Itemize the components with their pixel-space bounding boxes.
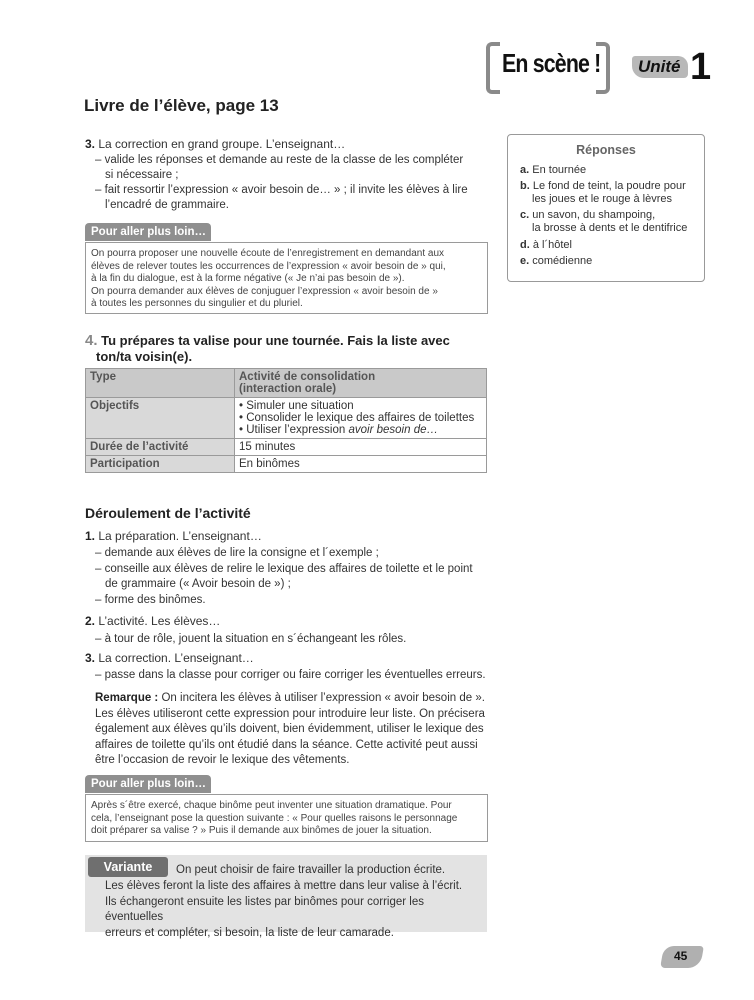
- box-line: à la fin du dialogue, est à la forme négative (« Je n’ai pas besoin de »).: [91, 273, 405, 284]
- variante-line: Les élèves feront la liste des affaires à mettre dans leur valise à l’écrit.: [105, 880, 463, 892]
- aller-plus-loin-box: [85, 794, 488, 842]
- variante-first-line: On peut choisir de faire travailler la production écrite.: [176, 864, 446, 876]
- table-row: [86, 398, 487, 439]
- scene-title-banner: [486, 42, 610, 88]
- step1-lines: [95, 546, 495, 608]
- step-line: – passe dans la classe pour corriger ou faire corriger les éventuelles erreurs.: [95, 669, 486, 681]
- objectifs-label: Objectifs: [86, 398, 235, 439]
- step2-heading: 2. L’activité. Les élèves…: [85, 614, 221, 628]
- bullet-line: – fait ressortir l’expression « avoir besoin de… » ; il invite les élèves à lire: [95, 184, 468, 196]
- step3-lines: [95, 668, 495, 683]
- participation-label: Participation: [86, 456, 235, 473]
- table-row: [86, 439, 487, 456]
- unit-badge: [632, 46, 712, 88]
- bullet-line: si nécessaire ;: [105, 169, 179, 181]
- section4-heading: [85, 333, 485, 365]
- unit-label: Unité: [638, 57, 681, 76]
- step3-heading: 3. La correction. L’enseignant…: [85, 651, 254, 665]
- answers-title: Réponses: [576, 143, 636, 157]
- step-line: – conseille aux élèves de relire le lexique des affaires de toilette et le point: [95, 562, 473, 575]
- deroulement-title: Déroulement de l’activité: [85, 505, 251, 521]
- bullet-line: – valide les réponses et demande au reste de la classe de les compléter: [95, 154, 464, 166]
- bracket-left-icon: [486, 42, 500, 94]
- answer-item: c. un savon, du shampoing, la brosse à dents et le dentifrice: [520, 209, 688, 234]
- section3-number: 3.: [85, 137, 96, 151]
- remarque-paragraph: Remarque : On incitera les élèves à utiliser l’expression « avoir besoin de ». Les élèves utiliseront cette expression pour introduire leur liste. On précisera également aux élèves qu’ils doivent, bien évidemment, utiliser le lexique des affaires de toilette qu’ils ont étudié dans la séance. Cette activité peut aussi être l’occasion de revoir le lexique des vêtements.: [95, 692, 485, 766]
- variante-line: Ils échangeront ensuite les listes par binômes pour corriger les éventuelles: [105, 895, 424, 923]
- answer-item: b. Le fond de teint, la poudre pour les joues et le rouge à lèvres: [520, 180, 686, 205]
- type-label: Type: [86, 369, 235, 398]
- box-line: On pourra proposer une nouvelle écoute de l’enregistrement en demandant aux: [91, 248, 445, 259]
- duree-value: 15 minutes: [235, 439, 487, 456]
- answer-item: a. En tournée: [520, 164, 587, 176]
- step-line: – demande aux élèves de lire la consigne et l´exemple ;: [95, 547, 379, 559]
- step2-lines: [95, 632, 495, 647]
- section4-title: Tu prépares ta valise pour une tournée. Fais la liste avec: [101, 333, 450, 348]
- answer-item: d. à l´hôtel: [520, 239, 572, 251]
- objectifs-value: • Simuler une situation • Consolider le lexique des affaires de toilettes • Utiliser l’expression avoir besoin de…: [235, 398, 487, 439]
- box-line: élèves de relever toutes les occurrences de l’expression « avoir besoin de » qui,: [91, 260, 446, 272]
- section4-number: 4.: [85, 332, 98, 349]
- aller-plus-loin-box: [85, 242, 488, 314]
- page-number: 45: [674, 949, 688, 963]
- section4-title-cont: ton/ta voisin(e).: [96, 349, 193, 364]
- type-value: Activité de consolidation (interaction orale): [235, 369, 487, 398]
- unit-number: 1: [690, 46, 712, 88]
- variante-lines: [105, 879, 485, 941]
- section3-title: La correction en grand groupe. L’enseignant…: [98, 137, 346, 151]
- variante-line: erreurs et compléter, si besoin, la liste de leur camarade.: [105, 926, 394, 939]
- participation-value: En binômes: [235, 456, 487, 473]
- section3-bullets: [95, 153, 495, 213]
- answer-item: e. comédienne: [520, 255, 593, 267]
- page-number-badge: [662, 944, 702, 970]
- bullet-line: l’encadré de grammaire.: [105, 199, 230, 211]
- variante-tag: Variante: [88, 857, 168, 877]
- step-line: – à tour de rôle, jouent la situation en s´échangeant les rôles.: [95, 633, 407, 645]
- box-line: On pourra demander aux élèves de conjuguer l’expression « avoir besoin de »: [91, 285, 438, 297]
- box-line: doit préparer sa valise ? » Puis il demande aux binômes de jouer la situation.: [91, 825, 432, 836]
- table-row: [86, 369, 487, 398]
- step1-heading: 1. La préparation. L’enseignant…: [85, 529, 262, 543]
- activity-table: [85, 368, 487, 473]
- aller-plus-loin-tab: Pour aller plus loin…: [85, 775, 211, 793]
- answers-box: [507, 134, 705, 282]
- aller-plus-loin-tab: Pour aller plus loin…: [85, 223, 211, 241]
- section3-heading: [85, 137, 345, 152]
- duree-label: Durée de l’activité: [86, 439, 235, 456]
- scene-title: En scène !: [502, 48, 601, 78]
- remarque-label: Remarque :: [95, 692, 159, 704]
- page-title: Livre de l’élève, page 13: [84, 96, 279, 115]
- box-line: Après s´être exercé, chaque binôme peut inventer une situation dramatique. Pour: [91, 800, 452, 811]
- table-row: [86, 456, 487, 473]
- step-line: de grammaire (« Avoir besoin de ») ;: [105, 578, 291, 590]
- step-line: – forme des binômes.: [95, 593, 206, 606]
- box-line: à toutes les personnes du singulier et du pluriel.: [91, 298, 303, 309]
- box-line: cela, l’enseignant pose la question suivante : « Pour quelles raisons le personnage: [91, 812, 458, 824]
